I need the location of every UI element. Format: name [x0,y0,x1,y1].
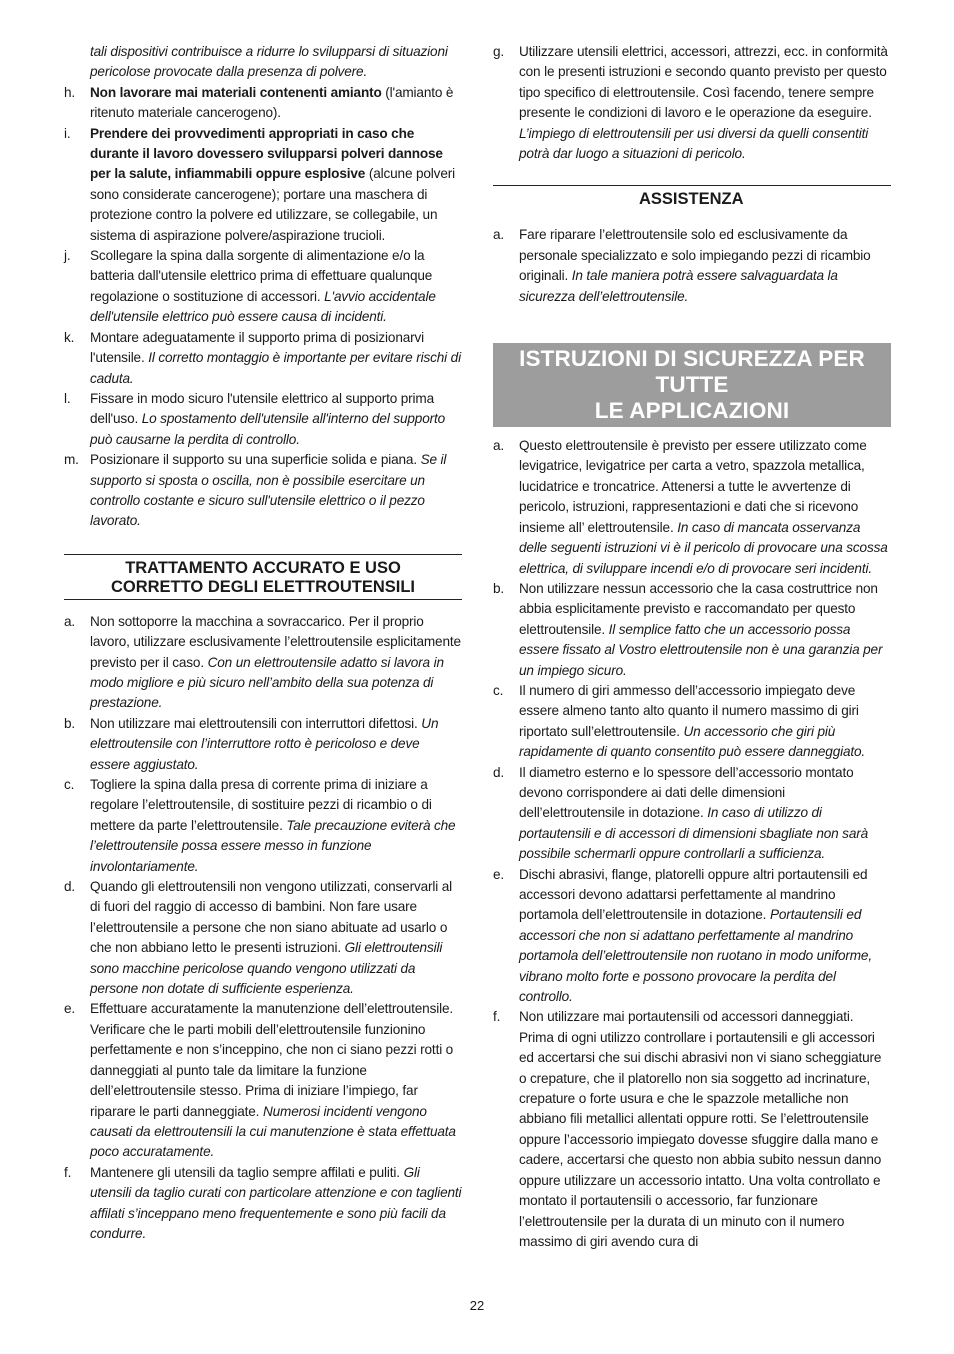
list-item-italic-text: Gli utensili da taglio curati con particolare attenzione e con taglienti affilati s’inceppano meno frequentemente e sono più facili da condurre. [90,1164,462,1241]
list-item [64,714,462,775]
list-item-normal-text: (l'amianto è ritenuto materiale cancerogeno). [90,84,454,121]
list-item-normal-text: Non utilizzare mai elettroutensili con interruttori difettosi. [90,715,422,731]
list-item [64,83,462,124]
list-item-italic-text: In caso di mancata osservanza delle seguenti istruzioni vi è il pericolo di provocare una scossa elettrica, di sviluppare incendi e/o di provocare seri incidenti. [519,519,888,576]
list-item-normal-text: Non sottoporre la macchina a sovraccarico. Per il proprio lavoro, utilizzare esclusivamente l’elettroutensile esplicitamente previsto per il caso. [90,613,461,670]
list-item-normal-text: Fare riparare l’elettroutensile solo ed esclusivamente da personale specializzato e solo impiegando pezzi di ricambio originali. [519,227,871,284]
list-item-label: c. [493,682,504,698]
right-column [493,42,891,1252]
list-item-italic-text: In tale maniera potrà essere salvaguardata la sicurezza dell’elettroutensile. [519,268,838,304]
list-item [64,389,462,450]
page-number: 22 [469,1298,485,1313]
list-item-normal-text: Il numero di giri ammesso dell’accessorio impiegato deve essere almeno tanto alto quanto il numero massimo di giri riportato sull’elettroutensile. [519,682,859,739]
list-item-bold-text: Non lavorare mai materiali contenenti amianto [90,84,382,100]
list-item [493,681,891,763]
list-item-label: b. [64,715,76,731]
list-item-bold-text: Prendere dei provvedimenti appropriati in caso che durante il lavoro dovessero svilupparsi polveri dannose per la salute, infiammabili oppure esplosive [90,125,443,182]
list-item [64,877,462,999]
list-item-label: a. [493,227,505,243]
intro-continuation: tali dispositivi contribuisce a ridurre lo svilupparsi di situazioni pericolose provocate dalla presenza di polvere. [90,44,448,80]
list-item-label: l. [64,390,71,406]
list-item [64,612,462,714]
section-title-assistenza: ASSISTENZA [493,185,891,211]
list-item [64,328,462,389]
list-item-label: d. [493,764,505,780]
list-item-normal-text: Fissare in modo sicuro l'utensile elettrico al supporto prima dell'uso. [90,390,435,427]
list-item-label: c. [64,777,75,792]
list-item [493,579,891,681]
list-item-normal-text: Togliere la spina dalla presa di corrente prima di iniziare a regolare l’elettroutensile, di sostituire pezzi di ricambio o di mettere da parte l’elettroutensile. [90,777,432,833]
list-item-normal-text: (alcune polveri sono considerate cancerogene); portare una maschera di protezione contro la polvere ed utilizzare, se collegabile, un sistema di aspirazione polvere/aspirazione trucioli. [90,166,455,243]
list-item [64,450,462,532]
list-item [64,246,462,328]
list-item-label: j. [64,248,71,264]
list-item [64,124,462,246]
list-item-label: a. [64,613,76,629]
list-item-normal-text: Posizionare il supporto su una superficie solida e piana. [90,452,421,468]
list-item [64,775,462,877]
list-item-label: h. [64,84,76,100]
list-item [493,42,891,164]
list-item-g [493,42,891,164]
list-item-normal-text: Effettuare accuratamente la manutenzione dell’elettroutensile. Verificare che le parti mobili dell’elettroutensile funzionino perfettamente e non s’inceppino, che non ci siano pezzi rotti o danneggiati al punto tale da limitare la funzione dell’elettroutensile stesso. Prima di iniziare l’impiego, far riparare le parti danneggiate. [90,1001,454,1119]
list-item-italic-text: Se il supporto si sposta o oscilla, non è possibile esercitare un controllo costante e sicuro sull'utensile elettrico o il pezzo lavorato. [90,452,447,529]
section-title-trattamento: TRATTAMENTO ACCURATO E USO CORRETTO DEGLI ELETTROUTENSILI [64,554,462,600]
list-item-label: e. [493,866,505,882]
list-item-label: a. [493,438,505,454]
list-item-italic-text: Numerosi incidenti vengono causati da elettroutensili la cui manutenzione è stata effettuata poco accuratamente. [90,1103,456,1160]
list-item-normal-text: Il diametro esterno e lo spessore dell’accessorio montato devono corrispondere ai dati delle dimensioni dell’elettroutensile in dotazione. [519,764,854,821]
list-item-normal-text: Scollegare la spina dalla sorgente di alimentazione e/o la batteria dall'utensile elettrico prima di effettuare qualunque regolazione o sostituzione di accessori. [90,248,433,304]
list-item-italic-text: L’impiego di elettroutensili per usi diversi da quelli consentiti potrà dar luogo a situazioni di pericolo. [519,125,869,162]
list-item-italic-text: In caso di utilizzo di portautensili e di accessori di dimensioni sbagliate non sarà possibile schermarli oppure controllarli a sufficienza. [519,805,869,862]
list-item-normal-text: Dischi abrasivi, flange, platorelli oppure altri portautensili ed accessori devono adattarsi perfettamente al mandrino portamola dell’elettroutensile in dotazione. [519,866,868,923]
list-item-label: g. [493,44,505,59]
list-item-normal-text: Mantenere gli utensili da taglio sempre affilati e puliti. [90,1164,404,1180]
list-item-label: k. [64,329,75,345]
list-item-italic-text: L'avvio accidentale dell'utensile elettrico può essere causa di incidenti. [90,288,436,325]
list-item-label: f. [64,1164,72,1180]
list-item-italic-text: Gli elettroutensili sono macchine pericolose quando vengono utilizzati da persone non dotate di sufficiente esperienza. [90,940,443,997]
list-item-label: m. [64,452,79,468]
list-general-safety [64,83,462,532]
list-item-italic-text: Lo spostamento dell'utensile all'interno del supporto può causarne la perdita di controllo. [90,411,446,447]
list-item [493,436,891,579]
list-item-normal-text: Quando gli elettroutensili non vengono utilizzati, conservarli al di fuori del raggio di accesso di bambini. Non fare usare l’elettroutensile a persone che non siano abituate ad usarlo o che non abbiano letto le presenti istruzioni. [90,879,453,956]
list-trattamento [64,612,462,1245]
list-item [64,1163,462,1245]
list-item-label: e. [64,1001,76,1017]
list-item [493,763,891,865]
list-item-italic-text: Portautensili ed accessori che non si adattano perfettamente al mandrino portamola dell’elettroutensile non ruotano in modo uniforme, vibrano molto forte e possono provocare la perdita del controllo. [519,907,872,1005]
list-assistenza [493,225,891,307]
list-item-italic-text: Con un elettroutensile adatto si lavora in modo migliore e più sicuro nell’ambito della sua potenza di prestazione. [90,654,444,711]
list-item-italic-text: Tale precauzione eviterà che l’elettroutensile possa essere messo in funzione involontariamente. [90,817,456,874]
list-item-normal-text: Non utilizzare nessun accessorio che la casa costruttrice non abbia esplicitamente previsto e raccomandato per questo elettroutensile. [519,580,878,637]
list-item [493,1007,891,1252]
list-item-label: f. [493,1009,501,1025]
list-item-italic-text: Il corretto montaggio è importante per evitare rischi di caduta. [90,350,461,386]
list-item-italic-text: Un accessorio che giri più rapidamente di quanto consentito può essere danneggiato. [519,723,866,760]
list-item-italic-text: Un elettroutensile con l’interruttore rotto è pericoloso e deve essere aggiustato. [90,715,439,772]
list-item [64,999,462,1162]
list-item-normal-text: Questo elettroutensile è previsto per essere utilizzato come levigatrice, levigatrice per carta a vetro, spazzola metallica, lucidatrice e troncatrice. Attenersi a tutte le avvertenze di pericolo, istruzioni, rappresentazioni e dati che si ricevono insieme all’ elettroutensile. [519,438,867,535]
list-item [493,865,891,1008]
list-item-label: d. [64,879,76,895]
list-item-label: b. [493,580,505,596]
left-column [64,42,462,1244]
list-item-label: i. [64,125,71,141]
list-item-normal-text: Non utilizzare mai portautensili od accessori danneggiati. Prima di ogni utilizzo controllare i portautensili e gli accessori ed accertarsi che sui dischi abrasivi non vi siano scheggiature o crepature, che il platorello non sia soggetto ad incrinature, crepature o forte usura e che le spazzole metalliche non abbiano fili metallici allentati oppure rotti. Se l’elettroutensile oppure l’accessorio impiegato dovesse sfuggire dalla mano e cadere, accertarsi che questo non abbia subito nessun danno oppure utilizzare un accessorio intatto. Una volta controllato e montato il portautensili o accessorio, far funzionare l’elettroutensile per la durata di un minuto con il numero massimo di giri avendo cura di [519,1009,882,1249]
list-istruzioni-applicazioni [493,436,891,1252]
list-item-normal-text: Montare adeguatamente il supporto prima di posizionarvi l'utensile. [90,329,425,366]
list-item [493,225,891,307]
list-item-italic-text: Il semplice fatto che un accessorio possa essere fissato al Vostro elettroutensile non è una garanzia per un impiego sicuro. [519,621,883,678]
section-banner-istruzioni: ISTRUZIONI DI SICUREZZA PER TUTTE LE APPLICAZIONI [493,343,891,427]
list-item-normal-text: Utilizzare utensili elettrici, accessori, attrezzi, ecc. in conformità con le presenti istruzioni e secondo quanto previsto per questo tipo specifico di elettroutensile. Così facendo, tenere sempre presente le condizioni di lavoro e le operazione da eseguire. [519,44,888,121]
